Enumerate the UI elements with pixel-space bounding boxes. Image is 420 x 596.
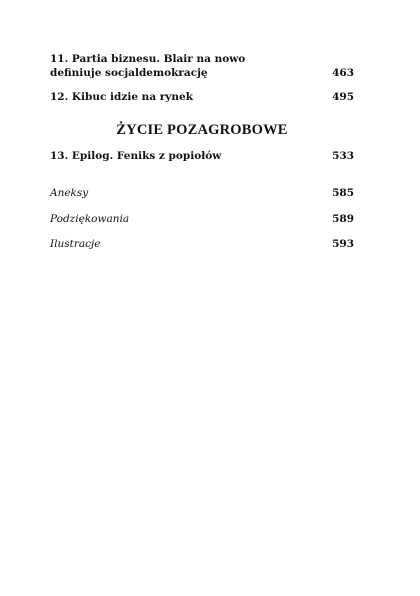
toc-entry-page: 593 [332,238,354,250]
toc-entry-aneksy [50,186,354,200]
toc-entry-title: Ilustracje [50,238,101,250]
toc-entry-page: 495 [332,91,354,103]
toc-entry-11 [50,52,354,80]
toc-entry-12 [50,90,354,104]
toc-entry-page: 533 [332,150,354,162]
toc-entry-title: 13. Epilog. Feniks z popiołów [50,150,222,162]
toc-entry-title: Aneksy [50,187,89,199]
toc-entry-podziekowania [50,212,354,226]
toc-entry-page: 463 [332,67,354,79]
section-heading: ŻYCIE POZAGROBOWE [116,122,288,138]
toc-entry-page: 585 [332,187,354,199]
toc-entry-ilustracje [50,237,354,251]
toc-entry-title: 12. Kibuc idzie na rynek [50,91,193,103]
toc-entry-title: Podziękowania [50,213,130,225]
toc-entry-title: 11. Partia biznesu. Blair na nowo definiuje socjaldemokrację [50,53,246,79]
toc-entry-13 [50,149,354,163]
toc-entry-page: 589 [332,213,354,225]
